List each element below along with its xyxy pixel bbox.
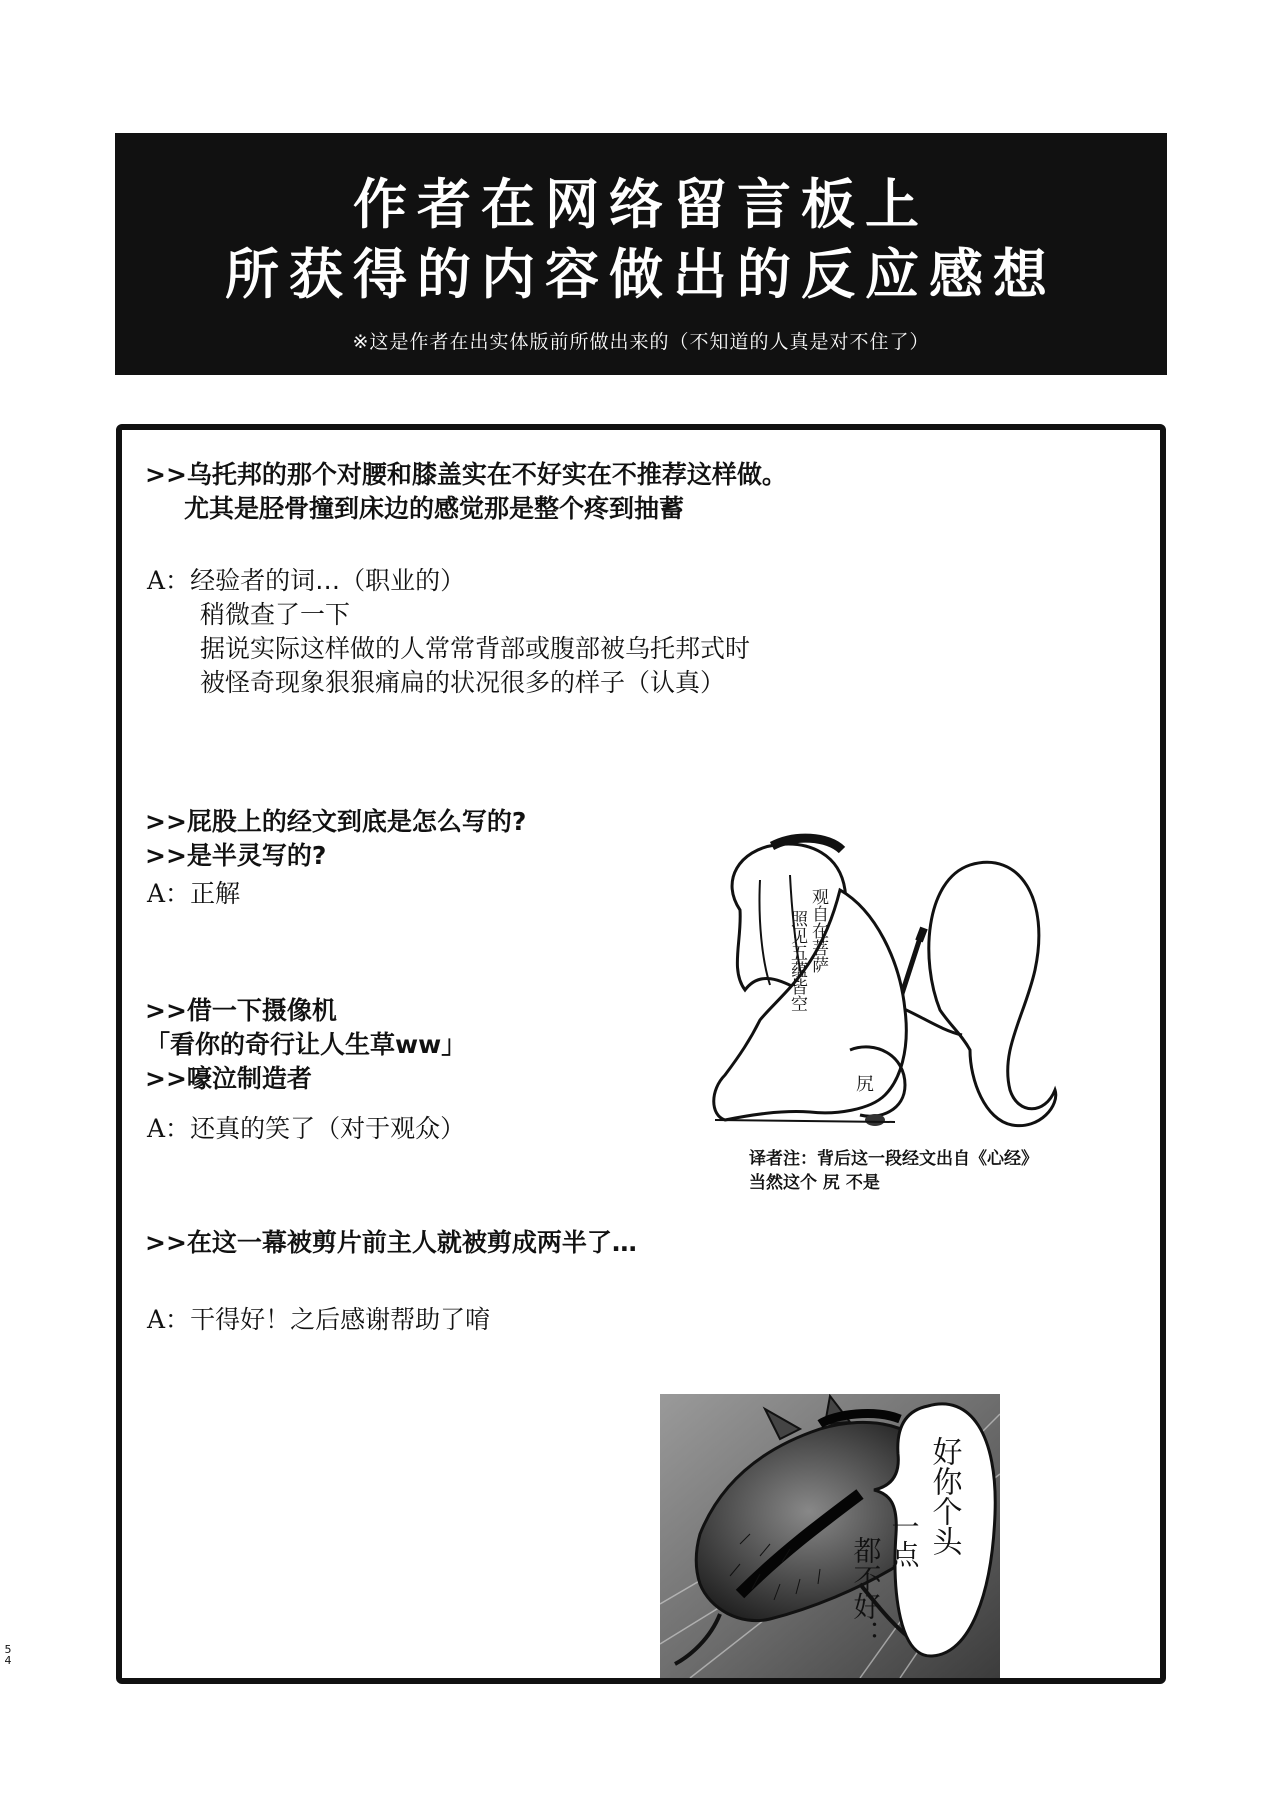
manga-panel-illustration [660, 1394, 1000, 1678]
translator-note-line-2: 当然这个 尻 不是 [749, 1173, 880, 1193]
title-line-2: 所获得的内容做出的反应感想 [225, 242, 1057, 306]
entry-2-q-line-2: >>是半灵写的? [145, 841, 327, 870]
answer-label: A： [147, 566, 191, 595]
entry-2-answer [147, 877, 240, 911]
translator-note-line-1: 译者注：背后这一段经文出自《心经》 [749, 1149, 1038, 1169]
entry-1-a-line-3: 据说实际这样做的人常常背部或腹部被乌托邦式时 [200, 634, 751, 663]
title-line-1: 作者在网络留言板上 [353, 172, 929, 236]
butt-label: 尻 [856, 1074, 874, 1095]
entry-4-answer [147, 1303, 490, 1337]
entry-3-q-line-1: >>借一下摄像机 [145, 996, 337, 1025]
entry-4-a-line-1: 干得好！之后感谢帮助了唷 [190, 1305, 491, 1334]
translator-note [749, 1147, 1038, 1195]
entry-1-a-line-2: 稍微查了一下 [200, 600, 351, 629]
speech-col-1: 好你个头 [926, 1436, 962, 1556]
sutra-text-col-1: 观自在菩萨 [808, 888, 828, 973]
entry-1-question [145, 458, 787, 526]
entry-2-a-line-1: 正解 [190, 879, 241, 908]
entry-3-answer [147, 1112, 465, 1146]
entry-1-q-line-1: >>乌托邦的那个对腰和膝盖实在不好实在不推荐这样做。 [145, 460, 787, 489]
entry-1-a-line-1: 经验者的词…（职业的） [190, 566, 466, 595]
entry-4-question [145, 1226, 637, 1260]
entry-3-question [145, 994, 466, 1096]
answer-label: A： [147, 1305, 191, 1334]
page-number: 5 4 [4, 1643, 12, 1667]
title-note: ※这是作者在出实体版前所做出来的（不知道的人真是对不住了） [352, 331, 930, 353]
entry-1-a-line-4: 被怪奇现象狠狠痛扁的状况很多的样子（认真） [200, 668, 726, 697]
speech-col-2: 一点 [887, 1512, 921, 1568]
title-banner [115, 133, 1167, 375]
entry-3-a-line-1: 还真的笑了（对于观众） [190, 1114, 466, 1143]
entry-1-answer [147, 564, 750, 700]
answer-label: A： [147, 879, 191, 908]
entry-4-q-line-1: >>在这一幕被剪片前主人就被剪成两半了… [145, 1228, 637, 1257]
entry-1-q-line-2: 尤其是胫骨撞到床边的感觉那是整个疼到抽蓄 [184, 494, 685, 523]
entry-3-q-line-3: >>嚎泣制造者 [145, 1064, 312, 1093]
entry-2-question [145, 805, 526, 873]
girl-ghost-illustration [700, 820, 1080, 1140]
answer-label: A： [147, 1114, 191, 1143]
sutra-text-col-2: 照见五蕴皆空 [787, 910, 807, 1012]
speech-col-3: 都不好： [849, 1536, 883, 1648]
entry-3-q-line-2: 「看你的奇行让人生草ww」 [145, 1030, 467, 1059]
entry-2-q-line-1: >>屁股上的经文到底是怎么写的? [145, 807, 527, 836]
